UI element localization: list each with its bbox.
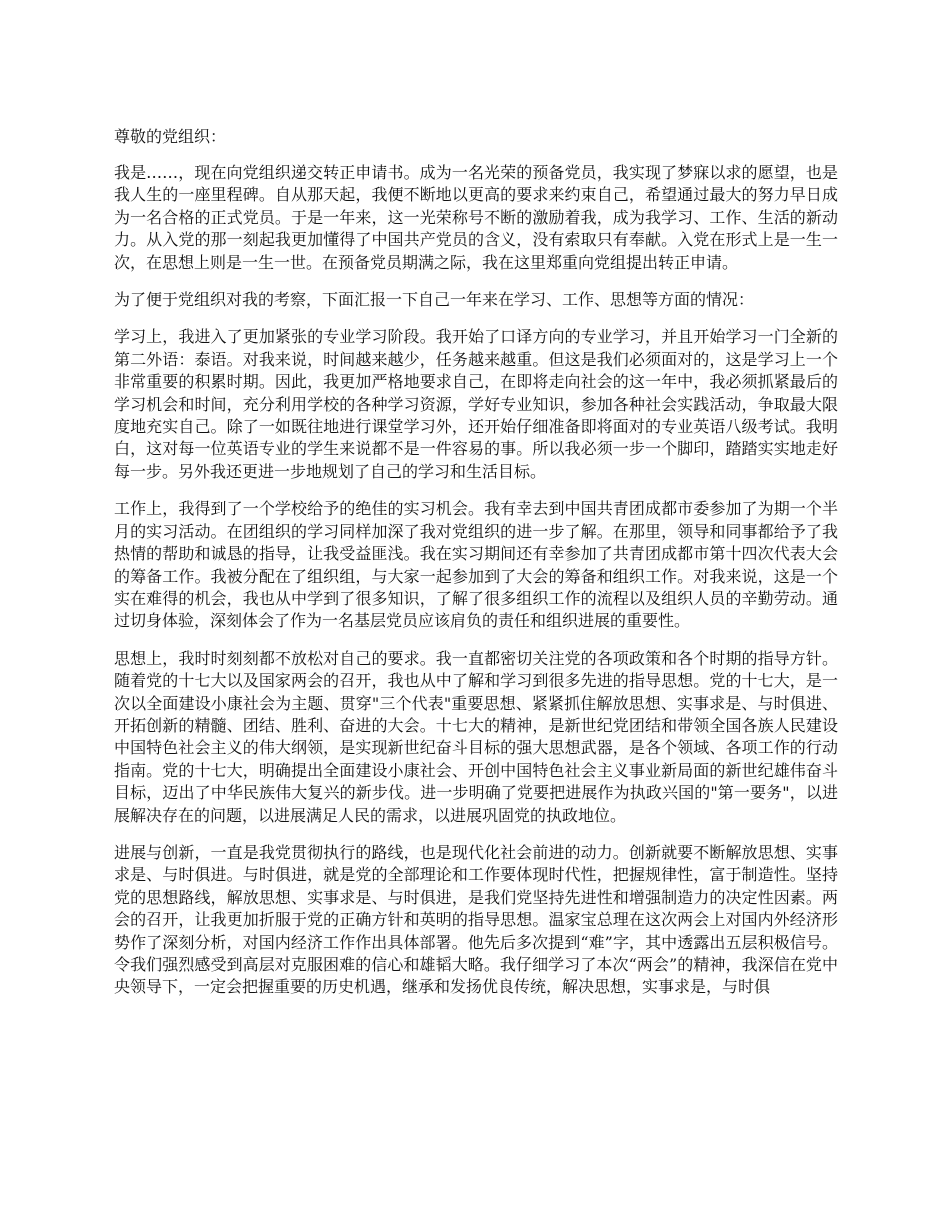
paragraph-development-innovation: 进展与创新，一直是我党贯彻执行的路线，也是现代化社会前进的动力。创新就要不断解放思想、实事求是、与时俱进。与时俱进，就是党的全部理论和工作要体现时代性，把握规律性，富于制造性。坚持党的思想路线，解放思想、实事求是、与时俱进，是我们党坚持先进性和增强制造力的决定性因素。两会的召开，让我更加折服于党的正确方针和英明的指导思想。温家宝总理在这次两会上对国内外经济形势作了深刻分析，对国内经济工作作出具体部署。他先后多次提到“难”字，其中透露出五层积极信号。令我们强烈感受到高层对克服困难的信心和雄韬大略。我仔细学习了本次“两会”的精神，我深信在党中央领导下，一定会把握重要的历史机遇，继承和发扬优良传统，解决思想，实事求是，与时俱	[114, 842, 838, 997]
paragraph-work: 工作上，我得到了一个学校给予的绝佳的实习机会。我有幸去到中国共青团成都市委参加了为期一个半月的实习活动。在团组织的学习同样加深了我对党组织的进一步了解。在那里，领导和同事都给予了我热情的帮助和诚恳的指导，让我受益匪浅。我在实习期间还有幸参加了共青团成都市第十四次代表大会的筹备工作。我被分配在了组织组，与大家一起参加到了大会的筹备和组织工作。对我来说，这是一个实在难得的机会，我也从中学到了很多知识，了解了很多组织工作的流程以及组织人员的辛勤劳动。通过切身体验，深刻体会了作为一名基层党员应该肩负的责任和组织进展的重要性。	[114, 499, 838, 631]
paragraph-study: 学习上，我进入了更加紧张的专业学习阶段。我开始了口译方向的专业学习，并且开始学习一门全新的第二外语：泰语。对我来说，时间越来越少，任务越来越重。但这是我们必须面对的，这是学习上一个非常重要的积累时期。因此，我更加严格地要求自己，在即将走向社会的这一年中，我必须抓紧最后的学习机会和时间，充分利用学校的各种学习资源，学好专业知识，参加各种社会实践活动，争取最大限度地充实自己。除了一如既往地进行课堂学习外，还开始仔细准备即将面对的专业英语八级考试。我明白，这对每一位英语专业的学生来说都不是一件容易的事。所以我必须一步一个脚印，踏踏实实地走好每一步。另外我还更进一步地规划了自己的学习和生活目标。	[114, 327, 838, 481]
salutation: 尊敬的党组织：	[114, 127, 227, 146]
paragraph-thought: 思想上，我时时刻刻都不放松对自己的要求。我一直都密切关注党的各项政策和各个时期的指导方针。随着党的十七大以及国家两会的召开，我也从中了解和学习到很多先进的指导思想。党的十七大，是一次以全面建设小康社会为主题、贯穿"三个代表"重要思想、紧紧抓住解放思想、实事求是、与时俱进、开拓创新的精髓、团结、胜利、奋进的大会。十七大的精神，是新世纪党团结和带领全国各族人民建设中国特色社会主义的伟大纲领，是实现新世纪奋斗目标的强大思想武器，是各个领域、各项工作的行动指南。党的十七大，明确提出全面建设小康社会、开创中国特色社会主义事业新局面的新世纪雄伟奋斗目标，迈出了中华民族伟大复兴的新步伐。进一步明确了党要把进展作为执政兴国的"第一要务"，以进展解决存在的问题，以进展满足人民的需求，以进展巩固党的执政地位。	[114, 648, 838, 825]
paragraph-report-intro: 为了便于党组织对我的考察，下面汇报一下自己一年来在学习、工作、思想等方面的情况：	[114, 290, 755, 310]
paragraph-conversion-request: 我是……，现在向党组织递交转正申请书。成为一名光荣的预备党员，我实现了梦寐以求的愿望，也是我人生的一座里程碑。自从那天起，我便不断地以更高的要求来约束自己，希望通过最大的努力早日成为一名合格的正式党员。于是一年来，这一光荣称号不断的激励着我，成为我学习、工作、生活的新动力。从入党的那一刻起我更加懂得了中国共产党员的含义，没有索取只有奉献。入党在形式上是一生一次，在思想上则是一生一世。在预备党员期满之际，我在这里郑重向党组提出转正申请。	[114, 163, 838, 272]
document-body	[114, 126, 838, 1014]
